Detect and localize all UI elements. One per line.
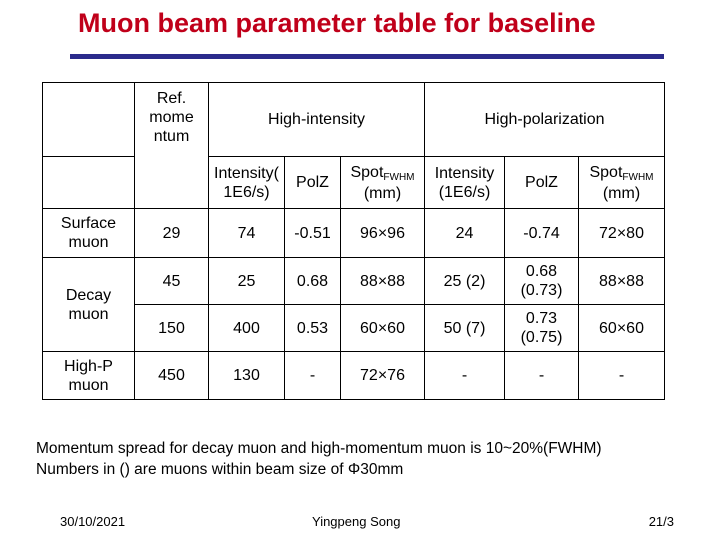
cell-hi-intensity: 400 [209, 305, 285, 352]
corner-cell [43, 83, 135, 157]
cell-hp-polz: 0.73 (0.75) [505, 305, 579, 352]
hp-spot-subscript: FWHM [622, 171, 654, 183]
subheader-hi-polz: PolZ [285, 157, 341, 209]
cell-hi-spot: 72×76 [341, 352, 425, 400]
cell-momentum: 29 [135, 209, 209, 258]
table-row [43, 209, 665, 258]
subheader-hp-intensity: Intensity (1E6/s) [425, 157, 505, 209]
cell-hp-polz: - [505, 352, 579, 400]
cell-hp-spot: 88×88 [579, 258, 665, 305]
cell-hi-polz: - [285, 352, 341, 400]
cell-hp-intensity: - [425, 352, 505, 400]
header-high-polarization: High-polarization [425, 83, 665, 157]
cell-hp-polz: -0.74 [505, 209, 579, 258]
cell-hp-polz: 0.68 (0.73) [505, 258, 579, 305]
cell-hi-spot: 60×60 [341, 305, 425, 352]
cell-hp-spot: 72×80 [579, 209, 665, 258]
header-momentum: Ref. mome ntum [135, 83, 209, 209]
row-label-surface-muon: Surface muon [43, 209, 135, 258]
hi-spot-subscript: FWHM [383, 171, 415, 183]
table-header-row [43, 83, 665, 157]
subheader-hp-polz: PolZ [505, 157, 579, 209]
subheader-hi-spot [341, 157, 425, 209]
cell-hp-spot: - [579, 352, 665, 400]
slide-title: Muon beam parameter table for baseline [78, 8, 596, 38]
row-label-decay-muon: Decay muon [43, 258, 135, 352]
cell-hp-intensity: 50 (7) [425, 305, 505, 352]
table-row [43, 305, 665, 352]
title-underline [70, 54, 664, 59]
row-label-high-p-muon: High-P muon [43, 352, 135, 400]
cell-momentum: 150 [135, 305, 209, 352]
cell-momentum: 45 [135, 258, 209, 305]
note-momentum-spread: Momentum spread for decay muon and high-momentum muon is 10~20%(FWHM) [36, 440, 602, 457]
cell-hi-intensity: 25 [209, 258, 285, 305]
subheader-blank [43, 157, 135, 209]
subheader-hp-spot [579, 157, 665, 209]
cell-hi-polz: 0.68 [285, 258, 341, 305]
hi-spot-unit: (mm) [363, 184, 402, 202]
hi-spot-label: Spot [350, 163, 384, 181]
cell-hp-spot: 60×60 [579, 305, 665, 352]
footer-date: 30/10/2021 [60, 514, 126, 529]
header-high-intensity: High-intensity [209, 83, 425, 157]
cell-hi-intensity: 130 [209, 352, 285, 400]
footer-page-number: 21/3 [648, 514, 674, 529]
table-row [43, 352, 665, 400]
note-beam-size: Numbers in () are muons within beam size of Φ30mm [36, 461, 404, 478]
hp-spot-unit: (mm) [602, 184, 641, 202]
beam-parameter-table [42, 82, 665, 400]
cell-hi-spot: 88×88 [341, 258, 425, 305]
footer-author: Yingpeng Song [312, 514, 401, 529]
subheader-hi-intensity: Intensity( 1E6/s) [209, 157, 285, 209]
table-row [43, 258, 665, 305]
cell-hp-intensity: 25 (2) [425, 258, 505, 305]
hp-spot-label: Spot [589, 163, 623, 181]
cell-hi-polz: 0.53 [285, 305, 341, 352]
cell-hi-intensity: 74 [209, 209, 285, 258]
cell-hi-polz: -0.51 [285, 209, 341, 258]
cell-momentum: 450 [135, 352, 209, 400]
cell-hp-intensity: 24 [425, 209, 505, 258]
cell-hi-spot: 96×96 [341, 209, 425, 258]
